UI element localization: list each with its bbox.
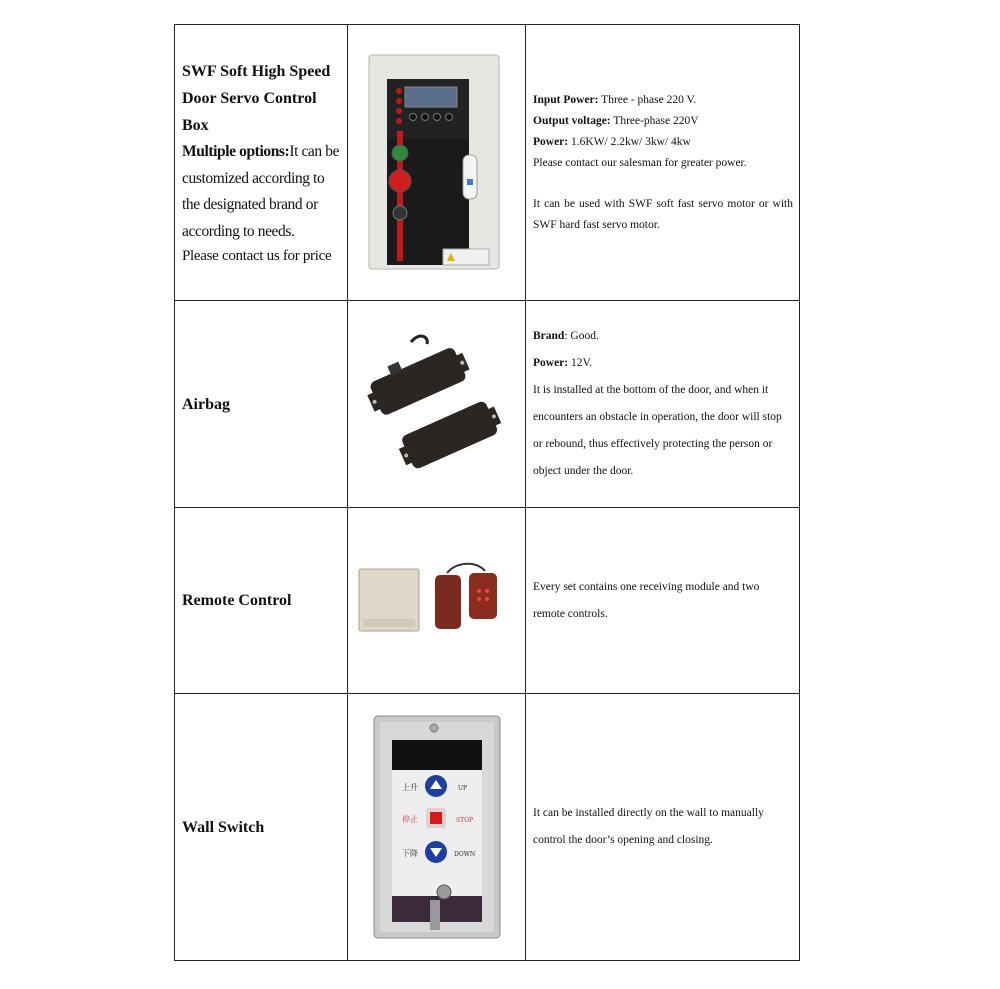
control-box-photo [367,53,507,273]
product-name-cell [175,301,348,508]
product-description-cell: Input Power: Three - phase 220 V. Output voltage: Three-phase 220V Power: 1.6KW/ 2.2kw/ 3kw/ 4kw Please contact our salesman for greater power. It can be used with SWF soft fast servo motor or with SWF hard fast servo motor. [526,25,800,301]
product-image-cell [348,694,526,961]
product-title: Airbag [182,395,230,413]
airbag-photo [367,334,507,474]
product-title: SWF Soft High Speed Door Servo Control Box [182,63,331,134]
product-title: Remote Control [182,592,292,609]
svg-text:上升: 上升 [401,783,418,792]
table-row [175,301,800,508]
table-row [175,508,800,694]
product-description-cell: Brand: Good. Power: 12V. It is installed at the bottom of the door, and when it encounters an obstacle in operation, the door will stop or rebound, thus effectively protecting the person or object under the door. [526,301,800,508]
airbag-description: It is installed at the bottom of the door, and when it encounters an obstacle in operation, the door will stop or rebound, thus effectively protecting the person or object under the door. [533,384,782,477]
options-label: Multiple options: [182,143,290,160]
product-description-cell [526,694,800,961]
product-name-cell [175,694,348,961]
options-text: It can be customized according to the designated brand or according to needs. [182,143,340,240]
svg-text:DOWN: DOWN [453,851,475,858]
wall-switch-photo [372,714,502,940]
contact-salesman-note: Please contact our salesman for greater power. [533,156,747,169]
product-name-cell [175,25,348,301]
remote-control-photo [357,561,517,641]
product-title: Wall Switch [182,818,265,836]
product-image-cell [348,25,526,301]
contact-note: Please contact us for price [182,248,332,264]
compatibility-note: It can be used with SWF soft fast servo motor or with SWF hard fast servo motor. [533,197,793,231]
table-row [175,25,800,301]
product-image-cell [348,301,526,508]
svg-text:STOP: STOP [455,817,473,824]
svg-text:UP: UP [457,785,467,792]
product-description-cell [526,508,800,694]
svg-text:下降: 下降 [401,849,418,858]
product-name-cell [175,508,348,694]
table-row [175,694,800,961]
product-image-cell [348,508,526,694]
remote-description: Every set contains one receiving module and two remote controls. [533,580,760,620]
svg-text:停止: 停止 [401,815,418,824]
wall-switch-description: It can be installed directly on the wall to manually control the door’s opening and closing. [533,807,764,846]
product-spec-table [174,24,800,961]
